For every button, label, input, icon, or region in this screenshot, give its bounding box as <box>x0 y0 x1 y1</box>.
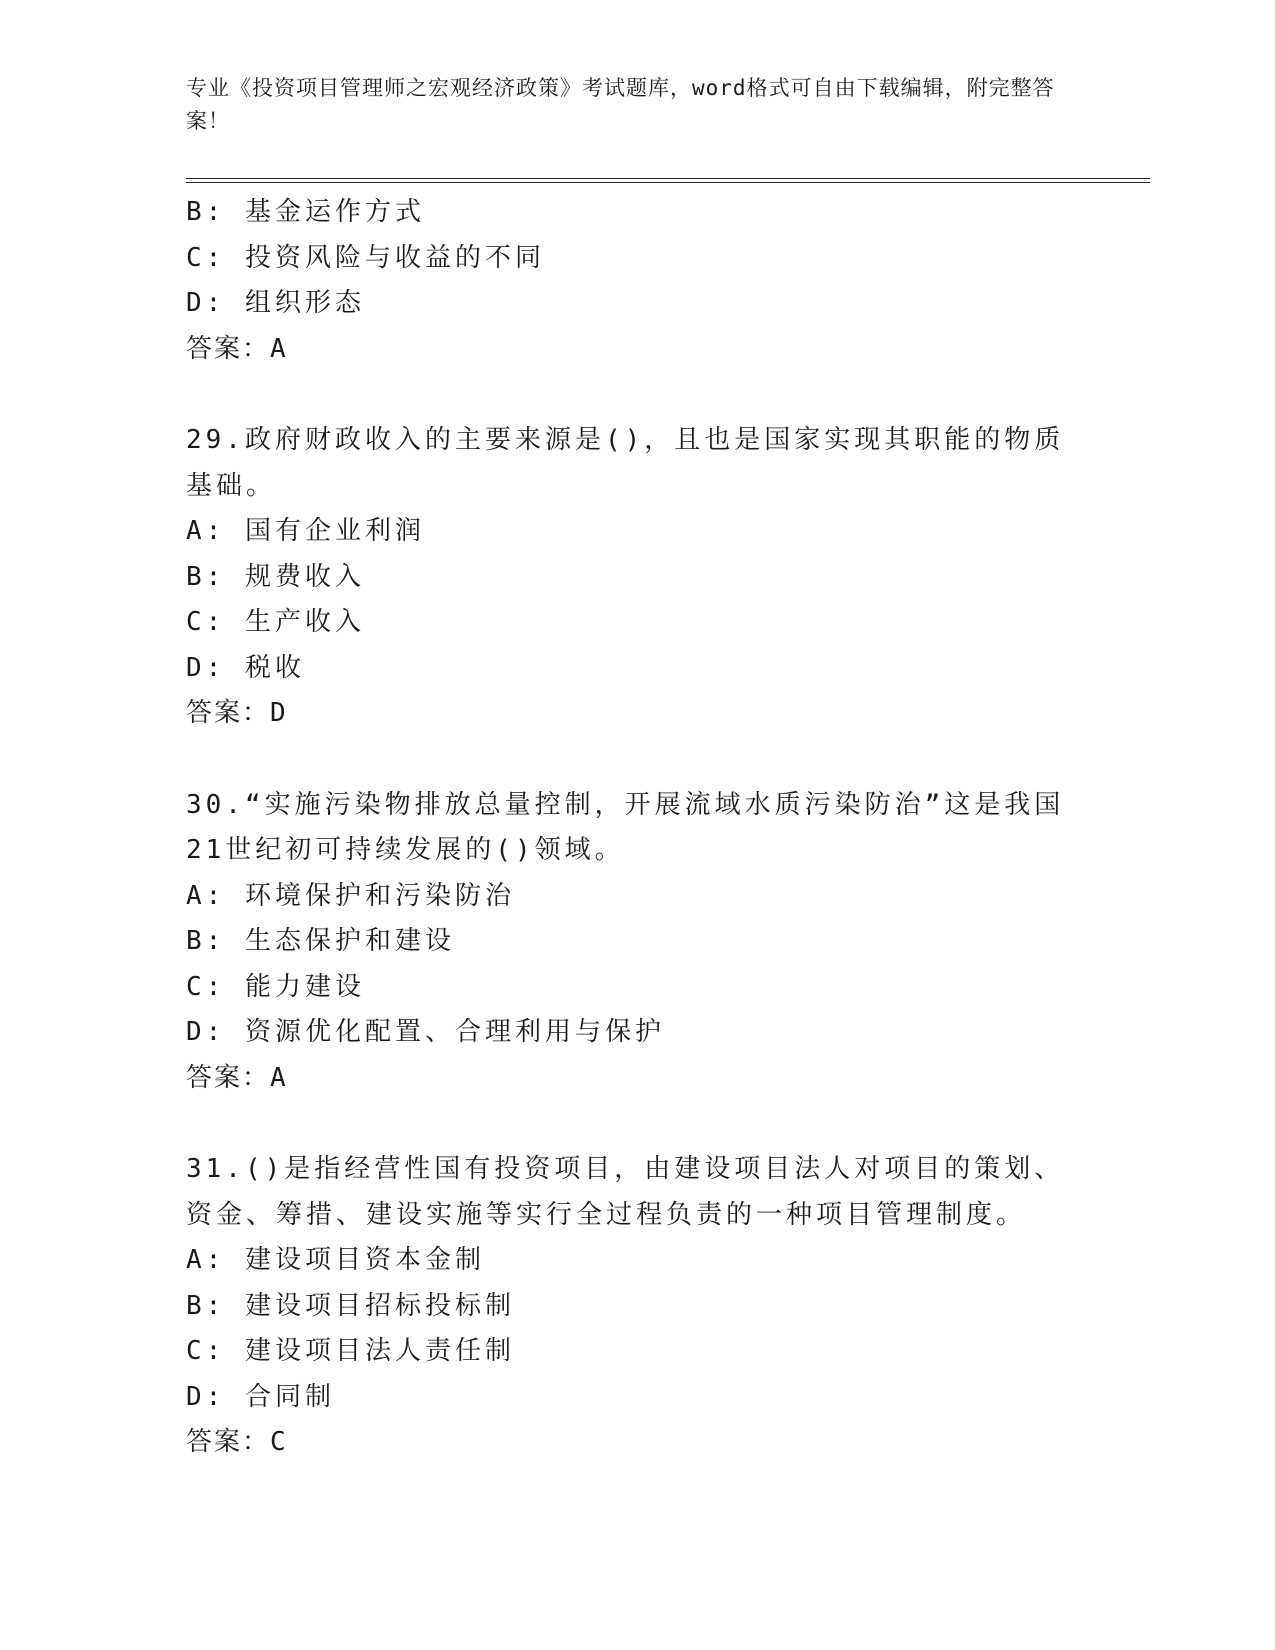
option-a: A: 环境保护和污染防治 <box>186 880 515 911</box>
option-b: B: 基金运作方式 <box>186 197 425 227</box>
header-double-rule <box>186 178 1150 183</box>
answer-line: 答案：C <box>186 1427 288 1457</box>
question-31 <box>186 1147 1086 1466</box>
document-header: 专业《投资项目管理师之宏观经济政策》考试题库，word格式可自由下载编辑，附完整答案！ <box>186 76 1055 133</box>
option-c: C: 生产收入 <box>186 607 365 637</box>
option-b: B: 生态保护和建设 <box>186 926 455 956</box>
question-list <box>186 190 1086 1466</box>
option-d: D: 合同制 <box>186 1381 335 1412</box>
option-c: C: 能力建设 <box>186 971 365 1002</box>
answer-line: 答案：A <box>186 1062 288 1093</box>
option-b: B: 规费收入 <box>186 561 365 592</box>
option-a: A: 国有企业利润 <box>186 516 425 546</box>
question-28-continued <box>186 190 1086 372</box>
option-d: D: 组织形态 <box>186 288 365 318</box>
option-d: D: 税收 <box>186 652 305 683</box>
option-d: D: 资源优化配置、合理利用与保护 <box>186 1017 665 1047</box>
option-a: A: 建设项目资本金制 <box>186 1245 485 1275</box>
option-c: C: 投资风险与收益的不同 <box>186 242 545 273</box>
question-stem: 30.“实施污染物排放总量控制，开展流域水质污染防治”这是我国21世纪初可持续发展的()领域。 <box>186 789 1065 865</box>
question-30 <box>186 783 1086 1102</box>
option-b: B: 建设项目招标投标制 <box>186 1290 515 1321</box>
question-29 <box>186 418 1086 737</box>
answer-line: 答案：D <box>186 698 288 728</box>
option-c: C: 建设项目法人责任制 <box>186 1336 515 1366</box>
answer-line: 答案：A <box>186 333 288 364</box>
question-stem: 31.()是指经营性国有投资项目，由建设项目法人对项目的策划、资金、筹措、建设实施等实行全过程负责的一种项目管理制度。 <box>186 1154 1065 1230</box>
question-stem: 29.政府财政收入的主要来源是()，且也是国家实现其职能的物质基础。 <box>186 425 1065 501</box>
